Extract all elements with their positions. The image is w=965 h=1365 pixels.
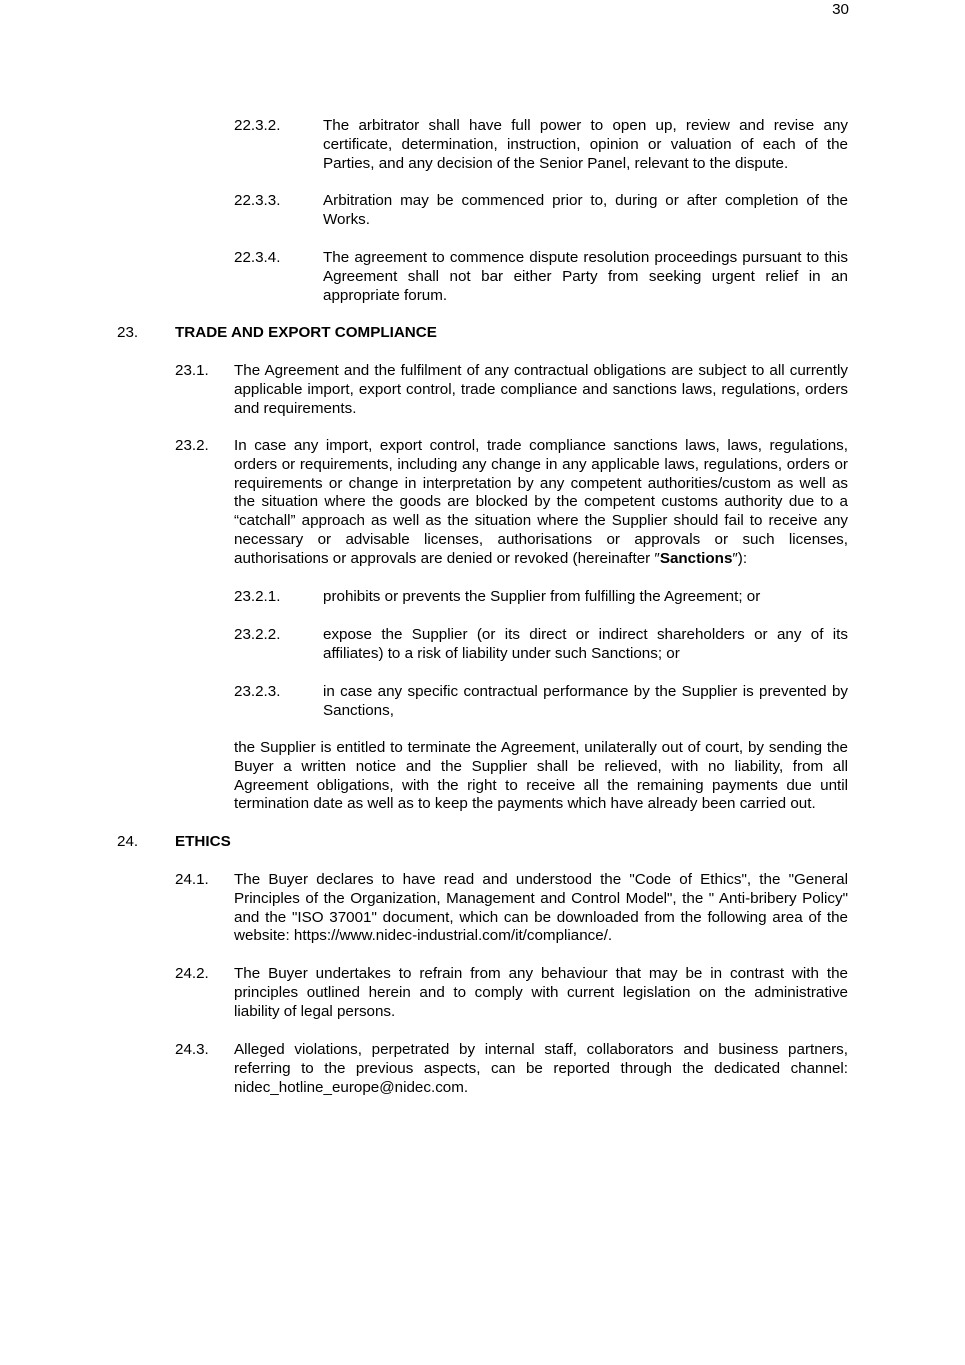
section-number: 23.	[117, 324, 139, 341]
clause-text: prohibits or prevents the Supplier from fulfilling the Agreement; or	[323, 588, 761, 605]
clause-text: Alleged violations, perpetrated by internal staff, collaborators and business partners, referring to the previous aspects, can be reported through the dedicated channel: nidec_hotline_europe@nidec.com.	[234, 1041, 848, 1096]
defined-term-sanctions: Sanctions	[659, 549, 733, 567]
clause-text: The Agreement and the fulfilment of any contractual obligations are subject to all currently applicable import, export control, trade compliance and sanctions laws, regulations, orders and requirements.	[234, 362, 848, 417]
section-number: 24.	[117, 833, 139, 850]
clause-number: 23.2.	[175, 437, 209, 454]
clause-text: The arbitrator shall have full power to open up, review and revise any certificate, determination, instruction, opinion or valuation of each of the Parties, and any decision of the Senior Panel, relevant to the dispute.	[323, 117, 848, 172]
clause-text: The Buyer declares to have read and understood the "Code of Ethics", the "General Principles of the Organization, Management and Control Model", the " Anti-bribery Policy" and the "ISO 37001" document, which can be downloaded from the following area of the website: https://www.nidec-industrial.com/it/compliance/.	[234, 871, 848, 945]
clause-text	[234, 437, 848, 569]
clause-number: 22.3.3.	[234, 192, 281, 209]
clause-number: 23.2.1.	[234, 588, 281, 605]
clause-text: expose the Supplier (or its direct or indirect shareholders or any of its affiliates) to a risk of liability under such Sanctions; or	[323, 626, 848, 662]
clause-text: Arbitration may be commenced prior to, during or after completion of the Works.	[323, 192, 848, 228]
clause-number: 22.3.4.	[234, 249, 281, 266]
clause-number: 23.2.2.	[234, 626, 281, 643]
clause-number: 24.1.	[175, 871, 209, 888]
clause-text: The agreement to commence dispute resolution proceedings pursuant to this Agreement shall not bar either Party from seeking urgent relief in an appropriate forum.	[323, 249, 848, 304]
section-title: ETHICS	[175, 833, 231, 850]
clause-text-before: In case any import, export control, trade compliance sanctions laws, laws, regulations, orders or requirements, including any change in any applicable laws, regulations, orders or requirements or change in interpretation by any competent authorities/custom as well as the situation where the goods are blocked by the competent customs authority due to a “catchall” approach as well as the situation where the Supplier should fail to receive any necessary or advisable licenses, authorisations or approvals or such licenses, authorisations or approvals are denied or revoked (hereinafter ″	[234, 437, 848, 567]
clause-text: in case any specific contractual performance by the Supplier is prevented by Sanctions,	[323, 683, 848, 719]
clause-number: 24.3.	[175, 1041, 209, 1058]
clause-text-after: ″):	[732, 549, 748, 567]
clause-23-2-conclusion: the Supplier is entitled to terminate the Agreement, unilaterally out of court, by sending the Buyer a written notice and the Supplier shall be relieved, with no liability, from all Agreement obligations, with the right to receive all the remaining payments due until termination date as well as to keep the payments which have already been carried out.	[234, 739, 848, 813]
clause-number: 23.1.	[175, 362, 209, 379]
clause-number: 24.2.	[175, 965, 209, 982]
page-number: 30	[832, 1, 849, 18]
clause-number: 22.3.2.	[234, 117, 281, 134]
section-title: TRADE AND EXPORT COMPLIANCE	[175, 324, 437, 341]
clause-text: The Buyer undertakes to refrain from any behaviour that may be in contrast with the principles outlined herein and to comply with current legislation on the administrative liability of legal persons.	[234, 965, 848, 1020]
clause-number: 23.2.3.	[234, 683, 281, 700]
